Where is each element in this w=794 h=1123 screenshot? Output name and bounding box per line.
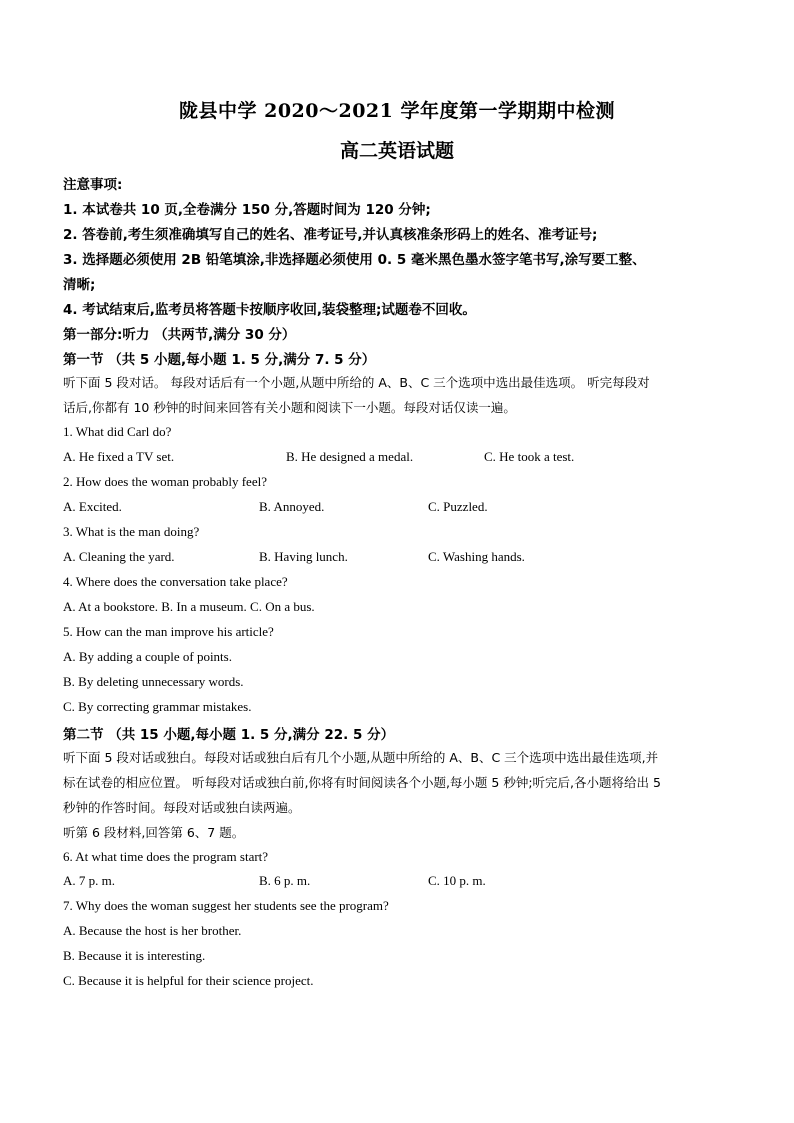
question-7-option-b: B. Because it is interesting. <box>63 948 206 963</box>
question-2-option-b: B. Annoyed. <box>259 499 325 514</box>
section2-instructions-3: 秒钟的作答时间。每段对话或独白读两遍。 <box>63 800 301 815</box>
section2-heading: 第二节 （共 15 小题,每小题 1. 5 分,满分 22. 5 分） <box>63 727 395 743</box>
question-5-option-c: C. By correcting grammar mistakes. <box>63 699 252 714</box>
question-4-stem: 4. Where does the conversation take place? <box>63 574 288 589</box>
question-3-option-c: C. Washing hands. <box>428 549 525 564</box>
question-6-option-c: C. 10 p. m. <box>428 873 486 888</box>
section1-heading: 第一节 （共 5 小题,每小题 1. 5 分,满分 7. 5 分） <box>63 352 376 368</box>
section1-instructions-2: 话后,你都有 10 秒钟的时间来回答有关小题和阅读下一小题。每段对话仅读一遍。 <box>63 400 516 415</box>
notice-item-3a: 3. 选择题必须使用 2B 铅笔填涂,非选择题必须使用 0. 5 毫米黑色墨水签字笔书写,涂写要工整、 <box>63 252 646 268</box>
question-1-option-a: A. He fixed a TV set. <box>63 449 175 464</box>
material-6-note: 听第 6 段材料,回答第 6、7 题。 <box>63 825 245 840</box>
question-2-option-c: C. Puzzled. <box>428 499 488 514</box>
section2-instructions-1: 听下面 5 段对话或独白。每段对话或独白后有几个小题,从题中所给的 A、B、C 三个选项中选出最佳选项,并 <box>63 750 659 765</box>
question-5-stem: 5. How can the man improve his article? <box>63 624 274 639</box>
notice-item-2: 2. 答卷前,考生须准确填写自己的姓名、准考证号,并认真核准条形码上的姓名、准考证号; <box>63 227 598 243</box>
part1-heading: 第一部分:听力 （共两节,满分 30 分） <box>63 327 296 343</box>
question-6-stem: 6. At what time does the program start? <box>63 849 269 864</box>
question-5-option-b: B. By deleting unnecessary words. <box>63 674 244 689</box>
question-5-option-a: A. By adding a couple of points. <box>63 649 232 664</box>
question-1-stem: 1. What did Carl do? <box>63 424 172 439</box>
section2-instructions-2: 标在试卷的相应位置。 听每段对话或独白前,你将有时间阅读各个小题,每小题 5 秒钟;听完后,各小题将给出 5 <box>63 775 661 790</box>
question-1-option-b: B. He designed a medal. <box>286 449 414 464</box>
question-3-stem: 3. What is the man doing? <box>63 524 200 539</box>
question-6-option-a: A. 7 p. m. <box>63 873 115 888</box>
notice-heading: 注意事项: <box>63 177 123 193</box>
notice-item-3b: 清晰; <box>63 277 96 293</box>
question-1-option-c: C. He took a test. <box>484 449 575 464</box>
question-2-option-a: A. Excited. <box>63 499 122 514</box>
exam-subtitle: 高二英语试题 <box>339 140 454 162</box>
question-3-option-b: B. Having lunch. <box>259 549 348 564</box>
notice-item-4: 4. 考试结束后,监考员将答题卡按顺序收回,装袋整理;试题卷不回收。 <box>63 302 476 318</box>
question-7-option-c: C. Because it is helpful for their science project. <box>63 973 314 988</box>
notice-item-1: 1. 本试卷共 10 页,全卷满分 150 分,答题时间为 120 分钟; <box>63 202 431 218</box>
exam-title: 陇县中学 2020～2021 学年度第一学期期中检测 <box>179 100 615 122</box>
question-7-option-a: A. Because the host is her brother. <box>63 923 242 938</box>
question-2-stem: 2. How does the woman probably feel? <box>63 474 267 489</box>
section1-instructions-1: 听下面 5 段对话。 每段对话后有一个小题,从题中所给的 A、B、C 三个选项中选出最佳选项。 听完每段对 <box>63 375 650 390</box>
question-6-option-b: B. 6 p. m. <box>259 873 311 888</box>
question-7-stem: 7. Why does the woman suggest her students see the program? <box>63 898 389 913</box>
question-4-options: A. At a bookstore. B. In a museum. C. On a bus. <box>63 599 315 614</box>
question-3-option-a: A. Cleaning the yard. <box>63 549 175 564</box>
